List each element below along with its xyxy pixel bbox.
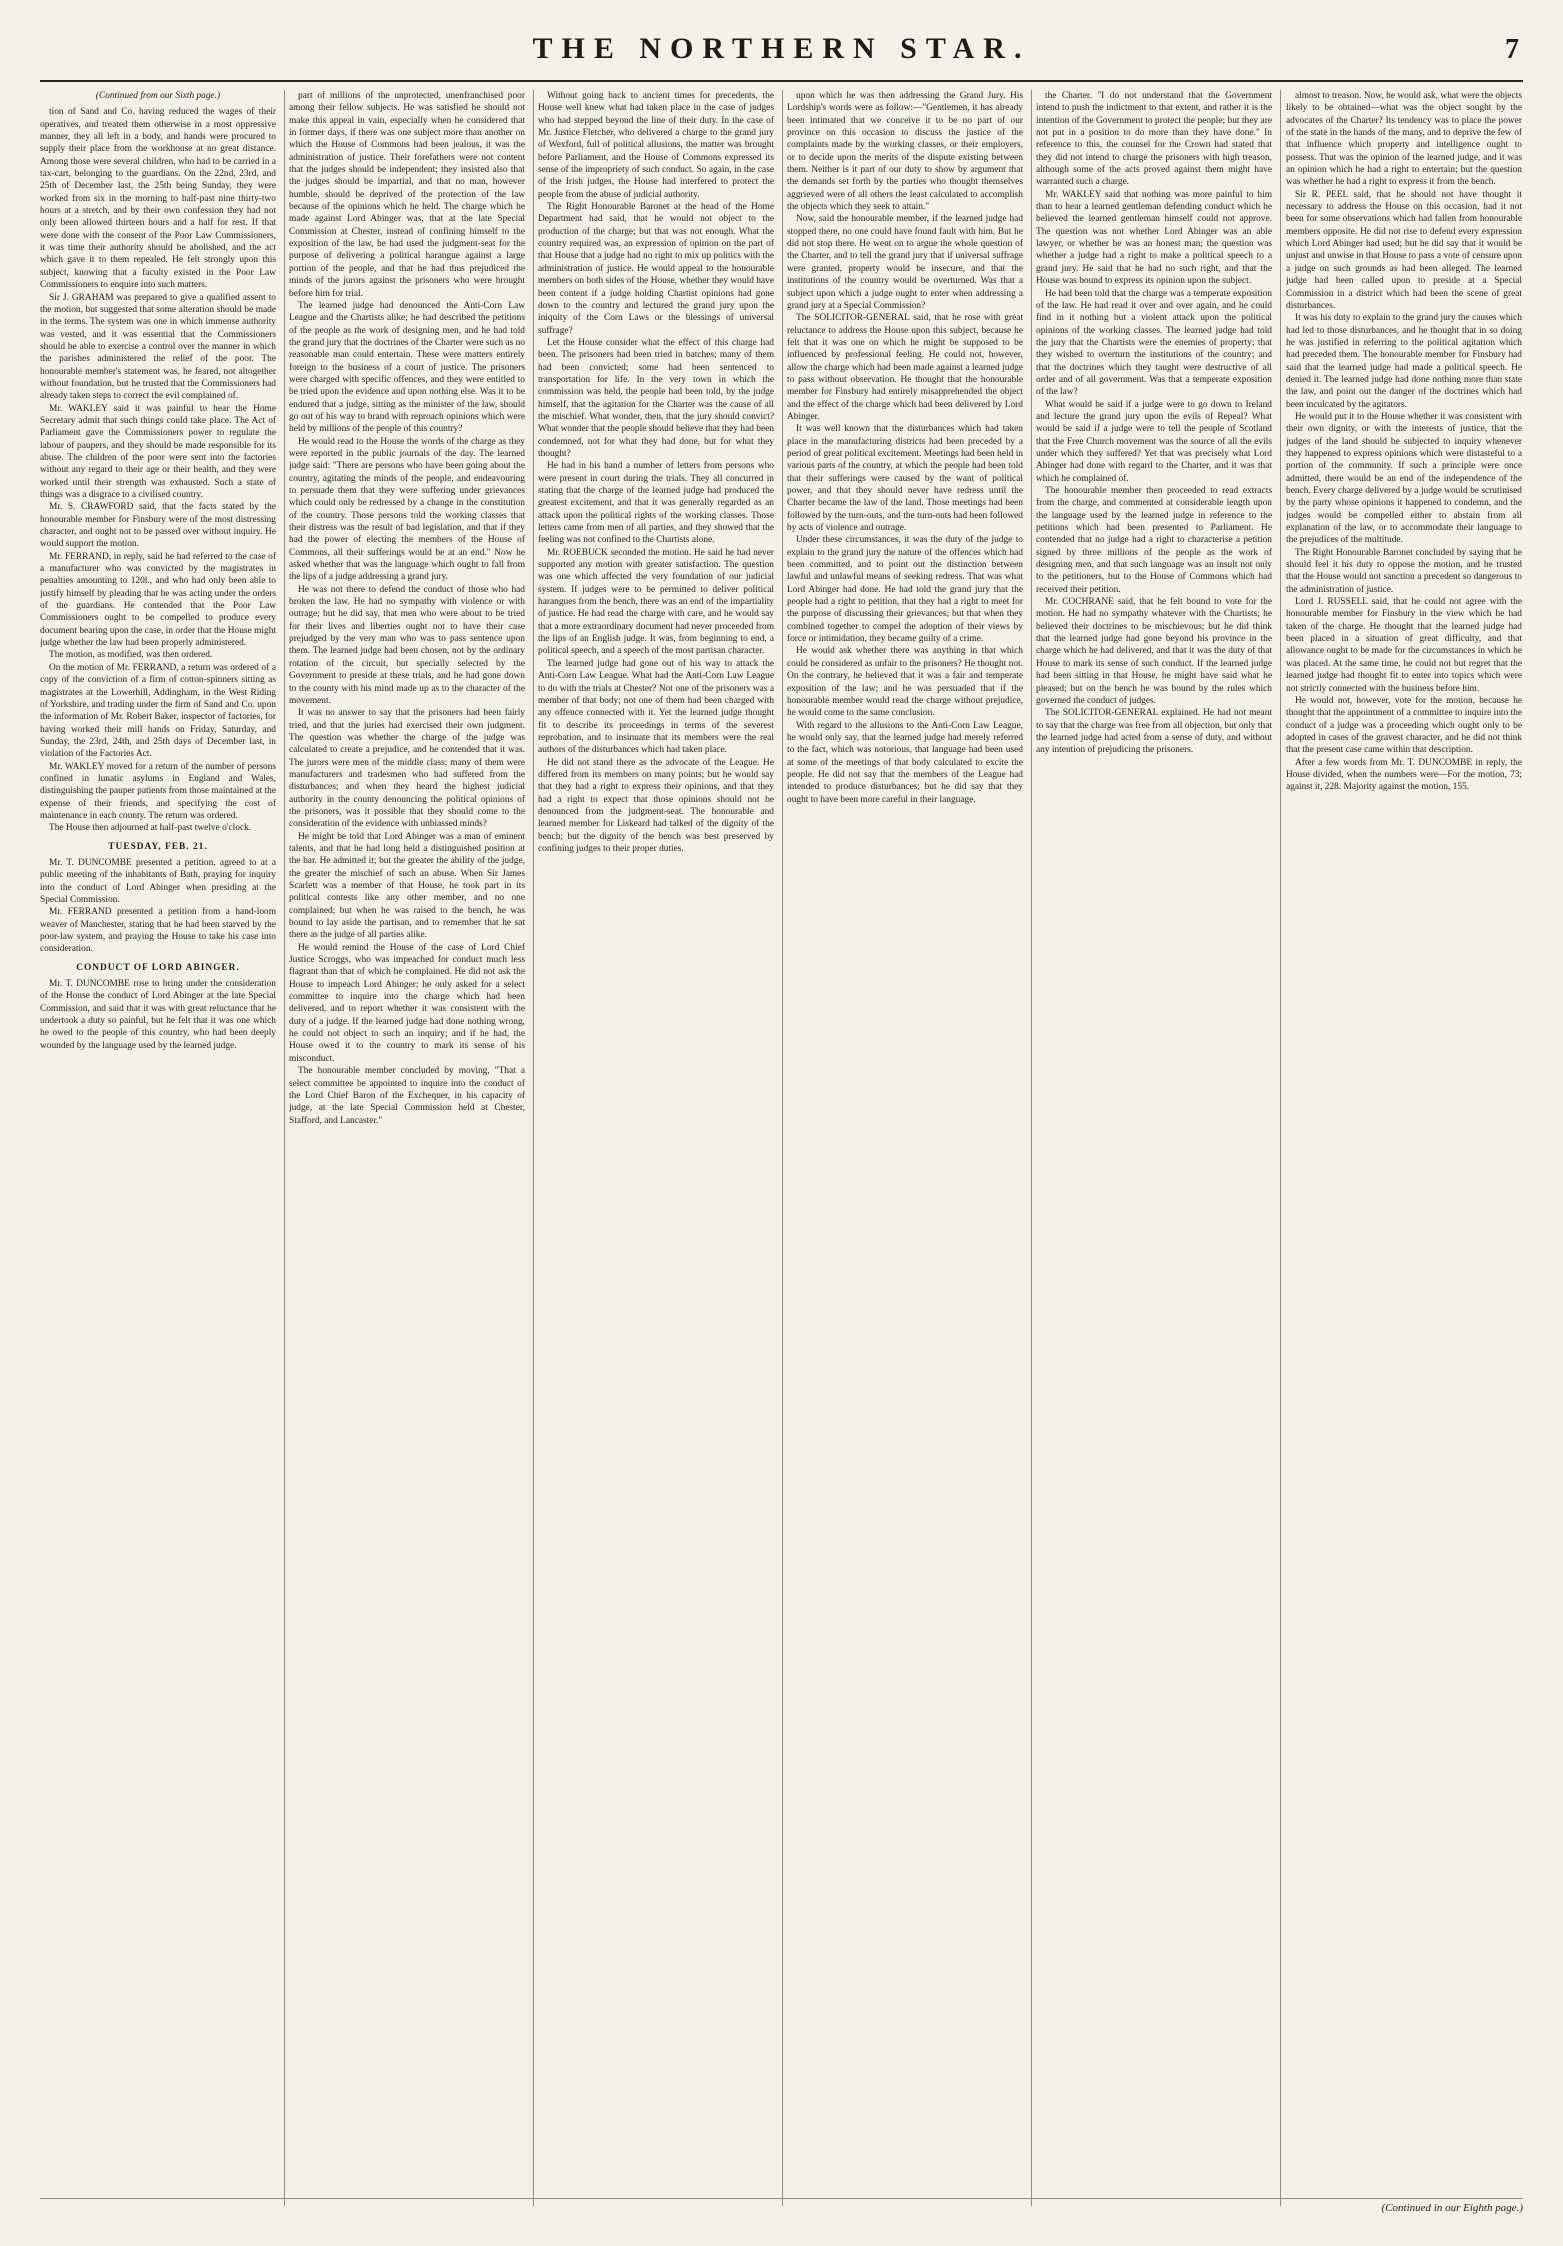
article-paragraph: He had in his hand a number of letters from persons who were present in court during the trials. They all concurred in stating that the charge of the learned judge had produced the greatest excitement, and that it was generally regarded as an attack upon the political rights of the working classes. Those letters came from men of all parties, and they showed that the feeling was not confined to the Chartists alone.	[538, 461, 774, 546]
article-paragraph: It was well known that the disturbances which had taken place in the manufacturing districts had been preceded by a period of great political excitement. Meetings had been held in various parts of the country, at which the people had been told that their sufferings were caused by the want of political power, and that they should never have redress until the Charter became the law of the land. Those meetings had been followed by the turn-outs, and the turn-outs had been followed by acts of violence and outrage.	[787, 424, 1023, 534]
article-paragraph: Sir R. PEEL said, that he should not have thought it necessary to address the House on this occasion, had it not been for some observations which had fallen from honourable members opposite. He did not rise to defend every expression which Lord Abinger had used; but he did say that it would be unjust and unwise in that House to pass a vote of censure upon a judge on such grounds as had been alleged. The learned judge had been called upon to preside at a Special Commission in a district which had been the scene of great disturbances.	[1286, 189, 1522, 311]
article-paragraph: The honourable member then proceeded to read extracts from the charge, and commented at considerable length upon the language used by the learned judge in reference to the petitions which had been presented to Parliament. He contended that no judge had a right to characterise a petition signed by three millions of the people as the work of designing men, and that such language was an insult not only to the petitioners, but to the House of Commons which had received their petition.	[1036, 486, 1272, 595]
article-paragraph: Mr. WAKLEY said that nothing was more painful to him than to hear a learned gentleman defending conduct which he believed the learned gentleman himself could not approve. The question was not whether Lord Abinger was an able lawyer, or whether he was an honest man; the question was whether a judge had a right to make a political speech to a grand jury. He said that he had no such right, and that the House was bound to express its opinion upon the subject.	[1036, 189, 1272, 287]
article-paragraph: tion of Sand and Co. having reduced the wages of their operatives, and treated them otherwise in a most oppressive manner, they all left in a body, and hands were procured to supply their place from the workhouse at no great distance. Among those were several children, who had to be carried in a tax-cart, belonging to the guardians. On the 22nd, 23rd, and 25th of December last, the 25th being Sunday, they were worked from six in the morning to half-past nine thirty-two hours at a stretch, and by their own confession they had not only been allowed thirteen hours and a half for rest. If that were done with the consent of the Poor Law Commissioners, it was time their authority should be abolished, and the act which gave it to them repealed. He felt strongly upon this subject, knowing that a faculty existed in the Poor Law Commissioners to enquire into such matters.	[40, 107, 276, 291]
bottom-rule	[40, 2198, 1523, 2199]
section-heading: CONDUCT OF LORD ABINGER.	[76, 962, 240, 973]
article-paragraph: Mr. FERRAND, in reply, said he had referred to the case of a manufacturer who was convicted by the magistrates in penalties amounting to 120l., and who had only been able to justify himself by pleading that he was acting under the orders of the guardians. He contended that the Poor Law Commissioners ought to be compelled to produce every document bearing upon the case, in order that the House might judge whether the law had been properly administered.	[40, 551, 276, 649]
article-paragraph: almost to treason. Now, he would ask, what were the objects likely to be obtained—what was the object sought by the advocates of the Charter? Its tendency was to place the power of the state in the hands of the many, and to deprive the few of that influence which property and intelligence ought to possess. That was the opinion of the learned judge, and it was an opinion which he had a right to entertain; but the question was whether he had a right to express it from the bench.	[1286, 91, 1522, 188]
article-columns	[40, 90, 1523, 2206]
article-paragraph: He would not, however, vote for the motion, because he thought that the appointment of a committee to inquire into the conduct of a judge was a proceeding which ought only to be adopted in cases of the gravest character, and he did not think that the present case came within that description.	[1286, 695, 1522, 756]
article-paragraph: It was no answer to say that the prisoners had been fairly tried, and that the juries had exercised their own judgment. The question was whether the charge of the judge was calculated to create a prejudice, and he contended that it was. The jurors were men of the middle class; many of them were manufacturers and tradesmen who had suffered from the disturbances; and when they heard the highest judicial authority in the county denouncing the political opinions of the prisoners, was it possible that they should come to the consideration of the evidence with unbiassed minds?	[289, 708, 525, 830]
article-paragraph: The SOLICITOR-GENERAL explained. He had not meant to say that the charge was free from all objection, but only that the learned judge had acted from a sense of duty, and without any intention of prejudicing the prisoners.	[1036, 708, 1272, 756]
column-1	[40, 90, 276, 2206]
article-paragraph: Sir J. GRAHAM was prepared to give a qualified assent to the motion, but suggested that some alteration should be made in the terms. The system was one in which immense authority was vested, and it was essential that the Commissioners should be able to exercise a control over the manner in which the parishes administered the relief of the poor. The honourable member's statement was, he feared, not altogether without foundation, but he trusted that the Commissioners had already taken steps to correct the evil complained of.	[40, 292, 276, 402]
article-paragraph: The motion, as modified, was then ordered.	[49, 650, 213, 661]
article-paragraph: He would remind the House of the case of Lord Chief Justice Scroggs, who was impeached for conduct much less flagrant than that of which he complained. He did not ask the House to impeach Lord Abinger; he only asked for a select committee to inquire into the charge which had been delivered, and to report whether it was consistent with the duty of a judge. If the learned judge had done nothing wrong, he could not object to such an inquiry; and if he had, the House owed it to the country to mark its sense of his misconduct.	[289, 942, 525, 1064]
column-divider	[284, 90, 285, 2206]
column-4	[787, 90, 1023, 2206]
column-2	[289, 90, 525, 2206]
article-paragraph: He might be told that Lord Abinger was a man of eminent talents, and that he had long held a distinguished position at the bar. He admitted it; but the greater the ability of the judge, the greater the mischief of such an abuse. When Sir James Scarlett was a member of that House, he took part in its political contests like any other member, and no one complained; but when he was raised to the bench, he was bound to lay aside the partisan, and to remember that he sat there as the judge of all parties alike.	[289, 831, 525, 941]
article-paragraph: Mr. T. DUNCOMBE rose to bring under the consideration of the House the conduct of Lord Abinger at the late Special Commission, and said that it was with great reluctance that he undertook a duty so painful, but he felt that it was one which he owed to the people of this country, who had been deeply wounded by the language used by the learned judge.	[40, 979, 276, 1051]
article-paragraph: upon which he was then addressing the Grand Jury. His Lordship's words were as follow:—"Gentlemen, it has already been intimated that we conceive it to be no part of our province on this occasion to discuss the justice of the complaints made by the working classes, or their employers, or to decide upon the merits of the dispute existing between them. Neither is it part of our duty to show by argument that the demands set forth by the parties who thought themselves aggrieved were of all others the least calculated to accomplish the objects which they seek to attain."	[787, 91, 1023, 213]
article-paragraph: Under these circumstances, it was the duty of the judge to explain to the grand jury the nature of the offences which had been committed, and to point out the distinction between lawful and unlawful means of seeking redress. That was what Lord Abinger had done. He had told the grand jury that the people had a right to petition, that they had a right to meet for the purpose of discussing their grievances; but that when they combined together to compel the adoption of their views by force or intimidation, they became guilty of a crime.	[787, 535, 1023, 645]
article-paragraph: He would ask whether there was anything in that which could be considered as unfair to the prisoners? He thought not. On the contrary, he believed that it was a fair and temperate exposition of the law; and he was persuaded that if the honourable member would read the charge without prejudice, he would come to the same conclusion.	[787, 646, 1023, 719]
article-paragraph: It was his duty to explain to the grand jury the causes which had led to those disturbances, and he thought that in so doing he was justified in referring to the political agitation which had preceded them. The honourable member for Finsbury had said that the learned judge had made a political speech. He denied it. The learned judge had done nothing more than state the law, and point out the danger of the doctrines which had been inculcated by the agitators.	[1286, 313, 1522, 410]
article-paragraph: the Charter. "I do not understand that the Government intend to push the indictment to that extent, and rather it is the intention of the Government to protect the people; but they are not put in a position to do more than they have done." In reference to this, the counsel for the Crown had stated that they did not intend to charge the prisoners with high treason, although some of the acts proved against them might have warranted such a charge.	[1036, 91, 1272, 188]
column-divider	[782, 90, 783, 2206]
article-paragraph: Mr. S. CRAWFORD said, that the facts stated by the honourable member for Finsbury were of the most distressing character, and ought not to be passed over without inquiry. He would support the motion.	[40, 502, 276, 550]
article-paragraph: Mr. WAKLEY moved for a return of the number of persons confined in lunatic asylums in England and Wales, distinguishing the pauper patients from those maintained at the expense of their friends, and specifying the cost of maintenance in each county. The return was ordered.	[40, 761, 276, 821]
article-paragraph: Mr. T. DUNCOMBE presented a petition, agreed to at a public meeting of the inhabitants of Bath, praying for inquiry into the conduct of Lord Abinger when presiding at the Special Commission.	[40, 857, 276, 905]
column-divider	[1031, 90, 1032, 2206]
article-paragraph: He did not stand there as the advocate of the League. He differed from its members on many points; but he would say that they had a right to express their opinions, and that they had a right to expect that those opinions should not be denounced from the judgment-seat. The honourable and learned member for Liskeard had talked of the dignity of the bench; but the dignity of the bench was best preserved by confining judges to their proper duties.	[538, 757, 774, 854]
article-paragraph: The Right Honourable Baronet at the head of the Home Department had said, that he would not object to the production of the charge; but that was not enough. What the country required was, an expression of opinion on the part of that House that a judge had no right to mix up politics with the administration of justice. He would appeal to the honourable members on both sides of the House, whether they would have been content if a judge holding Chartist opinions had gone down to the country and lectured the grand jury upon the iniquity of the Corn Laws or the blessings of universal suffrage?	[538, 202, 774, 336]
column-6	[1286, 90, 1522, 2206]
article-paragraph: The Right Honourable Baronet concluded by saying that he should feel it his duty to oppose the motion, and he trusted that the House would not sanction a precedent so dangerous to the administration of justice.	[1286, 547, 1522, 595]
article-paragraph: The honourable member concluded by moving, "That a select committee be appointed to inquire into the conduct of the Lord Chief Baron of the Exchequer, in his capacity of judge, at the late Special Commission held at Chester, Stafford, and Lancaster."	[289, 1066, 525, 1126]
page-number: 7	[1505, 34, 1519, 65]
article-paragraph: He had been told that the charge was a temperate exposition of the law. He had read it over and over again, and he could find in it nothing but a violent attack upon the political opinions of the working classes. The learned judge had told the jury that the Chartists were the enemies of property; that they wished to overturn the institutions of the country; and that the doctrines which they taught were destructive of all order and of all government. Was that a temperate exposition of the law?	[1036, 288, 1272, 398]
column-5	[1036, 90, 1272, 2206]
article-paragraph: After a few words from Mr. T. DUNCOMBE in reply, the House divided, when the numbers were—For the motion, 73; against it, 228. Majority against the motion, 155.	[1286, 757, 1522, 793]
article-paragraph: With regard to the allusions to the Anti-Corn Law League, he would only say, that the learned judge had merely referred to the fact, which was notorious, that language had been used at some of the meetings of that body calculated to excite the people. He did not say that the members of the League had intended to produce disturbances; but he did say that they ought to have been more careful in their language.	[787, 720, 1023, 805]
newspaper-title: THE NORTHERN STAR.	[532, 32, 1031, 65]
section-heading: TUESDAY, FEB. 21.	[108, 841, 208, 852]
article-paragraph: He was not there to defend the conduct of those who had broken the law. He had no sympathy with violence or with outrage; but he did say, that men who were about to be tried for their lives and liberties ought not to have their case prejudged by the very man who was to pass sentence upon them. The learned judge had been chosen, not by the ordinary rotation of the circuit, but specially selected by the Government to preside at these trials, and he had gone down to the county with his mind made up as to the character of the movement.	[289, 584, 525, 706]
article-paragraph: The SOLICITOR-GENERAL said, that he rose with great reluctance to address the House upon this subject, because he felt that it was one on which he might be supposed to be influenced by professional feeling. He could not, however, allow the charge which had been made against a learned judge to pass without observation. He thought that the honourable member for Finsbury had entirely misapprehended the object and the effect of the charge which had been delivered by Lord Abinger.	[787, 313, 1023, 422]
article-paragraph: Mr. COCHRANE said, that he felt bound to vote for the motion. He had no sympathy whatever with the Chartists; he believed their doctrines to be mischievous; but he did think that the learned judge had gone beyond his province in the charge which he had delivered, and that it was the duty of that House to mark its sense of such conduct. If the learned judge had been sitting in that House, he might have said what he pleased; but on the bench he was bound by the rules which governed the conduct of judges.	[1036, 597, 1272, 706]
continuation-note: (Continued from our Sixth page.)	[95, 91, 221, 101]
article-paragraph: part of millions of the unprotected, unenfranchised poor among their fellow subjects. He was satisfied he should not make this appeal in vain, especially when he considered that in former days, if there was one subject more than another on which the House of Commons had been jealous, it was the administration of justice. Their forefathers were not content that the judges should be independent; they insisted also that the judges should be impartial, and that no man, however humble, should be deprived of the protection of the law because of the opinions which he held. The charge which he made against Lord Abinger was, that at the late Special Commission at Chester, instead of confining himself to the exposition of the law, he had used the judgment-seat for the purpose of delivering a political harangue against a large portion of the people, and that he had thus prejudiced the minds of the jurors against the prisoners who were brought before him for trial.	[289, 91, 525, 299]
article-paragraph: Mr. ROEBUCK seconded the motion. He said he had never supported any motion with greater satisfaction. The question was one which affected the very foundation of our judicial system. If judges were to be permitted to deliver political harangues from the bench, there was an end of the impartiality of justice. He had read the charge with care, and he would say that a more extraordinary document had never proceeded from the lips of an English judge. It was, from beginning to end, a political speech, and a speech of the most partisan character.	[538, 547, 774, 657]
article-paragraph: He would put it to the House whether it was consistent with their own dignity, or with the interests of justice, that the judges of the land should be subjected to inquiry whenever they happened to express opinions which were distasteful to a portion of the community. If such a principle were once admitted, there would be an end of the independence of the bench. Every charge delivered by a judge would be scrutinised by the party whose opinions it happened to condemn, and the judges would be compelled either to abstain from all explanation of the law, or to accommodate their language to the prejudices of the multitude.	[1286, 411, 1522, 546]
article-paragraph: On the motion of Mr. FERRAND, a return was ordered of a copy of the conviction of a firm of cotton-spinners sitting as magistrates at the Lowerhill, Addingham, in the West Riding of Yorkshire, and trading under the firm of Sand and Co. upon the information of Mr. Robert Baker, inspector of factories, for having worked their mill hands on Friday, Saturday, and Sunday, the 23rd, 24th, and 25th days of December last, in violation of the Factories Act.	[40, 662, 276, 760]
article-paragraph: Lord J. RUSSELL said, that he could not agree with the honourable member for Finsbury in the view which he had taken of the charge. He thought that the learned judge had been placed in a situation of great difficulty, and that allowance ought to be made for the circumstances in which he was placed. At the same time, he could not but regret that the learned judge had thought fit to enter into topics which were not strictly connected with the business before him.	[1286, 597, 1522, 694]
column-3	[538, 90, 774, 2206]
article-paragraph: Without going back to ancient times for precedents, the House well knew what had taken place in the case of judges who had stepped beyond the line of their duty. In the case of Mr. Justice Fletcher, who delivered a charge to the grand jury of Wexford, full of political allusions, the matter was brought before Parliament, and the House of Commons expressed its sense of the impropriety of such conduct. So again, in the case of the Irish judges, the House had interfered to protect the people from the abuse of judicial authority.	[538, 91, 774, 200]
article-paragraph: Let the House consider what the effect of this charge had been. The prisoners had been tried in batches; many of them had been convicted; some had been sentenced to transportation for life. In the very town in which the commission was held, the people had been told, by the judge himself, that the agitation for the Charter was the cause of all the mischief. What wonder, then, that the jury should convict? What wonder that the people should believe that they had been condemned, not for what they had done, but for what they thought?	[538, 337, 774, 459]
article-paragraph: The learned judge had gone out of his way to attack the Anti-Corn Law League. What had the Anti-Corn Law League to do with the trials at Chester? Not one of the prisoners was a member of that body; not one of them had been charged with any offence connected with it. Yet the learned judge thought fit to describe its proceedings in terms of the severest reprobation, and to insinuate that its members were the real authors of the disturbances which had taken place.	[538, 658, 774, 756]
continued-note: (Continued in our Eighth page.)	[1381, 2202, 1523, 2214]
article-paragraph: He would read to the House the words of the charge as they were reported in the public journals of the day. The learned judge said: "There are persons who have been going about the country, agitating the minds of the people, and endeavouring to persuade them that they were suffering under grievances which could only be redressed by a change in the constitution of the country. Those persons told the working classes that their distress was the result of bad legislation, and that if they had the power of electing the members of the House of Commons, all their sufferings would be at an end." Now he asked whether that was the language which ought to fall from the lips of a judge addressing a grand jury.	[289, 436, 525, 583]
article-paragraph: Now, said the honourable member, if the learned judge had stopped there, no one could have found fault with him. But he did not stop there. He went on to argue the whole question of the Charter, and to tell the grand jury that if universal suffrage were granted, property would be insecure, and that the institutions of the country would be overturned. Was that a subject upon which a judge ought to enter when addressing a grand jury at a Special Commission?	[787, 214, 1023, 311]
column-divider	[533, 90, 534, 2206]
article-paragraph: The learned judge had denounced the Anti-Corn Law League and the Chartists alike; he had described the petitions of the people as the work of designing men, and he had told the grand jury that the doctrines of the Charter were such as no reasonable man could entertain. These were matters entirely foreign to the business of a court of justice. The prisoners were charged with specific offences, and they were entitled to be tried upon the evidence and upon nothing else. Was it to be endured that a judge, sitting as the minister of the law, should go out of his way to brand with reproach opinions which were held by millions of the people of this country?	[289, 300, 525, 435]
article-paragraph: Mr. WAKLEY said it was painful to hear the Home Secretary admit that such things could take place. The Act of Parliament gave the Commissioners power to regulate the labour of paupers, and they should be made responsible for its abuse. The children of the poor were sent into the factories without any regard to their age or their health, and they were worked until their strength was exhausted. Such a state of things was a disgrace to a civilised country.	[40, 403, 276, 500]
article-paragraph: The House then adjourned at half-past twelve o'clock.	[49, 823, 252, 834]
article-paragraph: What would be said if a judge were to go down to Ireland and lecture the grand jury upon the evils of Repeal? What would be said if a judge were to tell the people of Scotland that the Free Church movement was the source of all the evils under which they suffered? Yet that was precisely what Lord Abinger had done with regard to the Charter, and it was that which he complained of.	[1036, 399, 1272, 484]
masthead	[40, 28, 1523, 82]
article-paragraph: Mr. FERRAND presented a petition from a hand-loom weaver of Manchester, stating that he had been starved by the poor-law system, and praying the House to take his case into consideration.	[40, 907, 276, 955]
column-divider	[1280, 90, 1281, 2206]
